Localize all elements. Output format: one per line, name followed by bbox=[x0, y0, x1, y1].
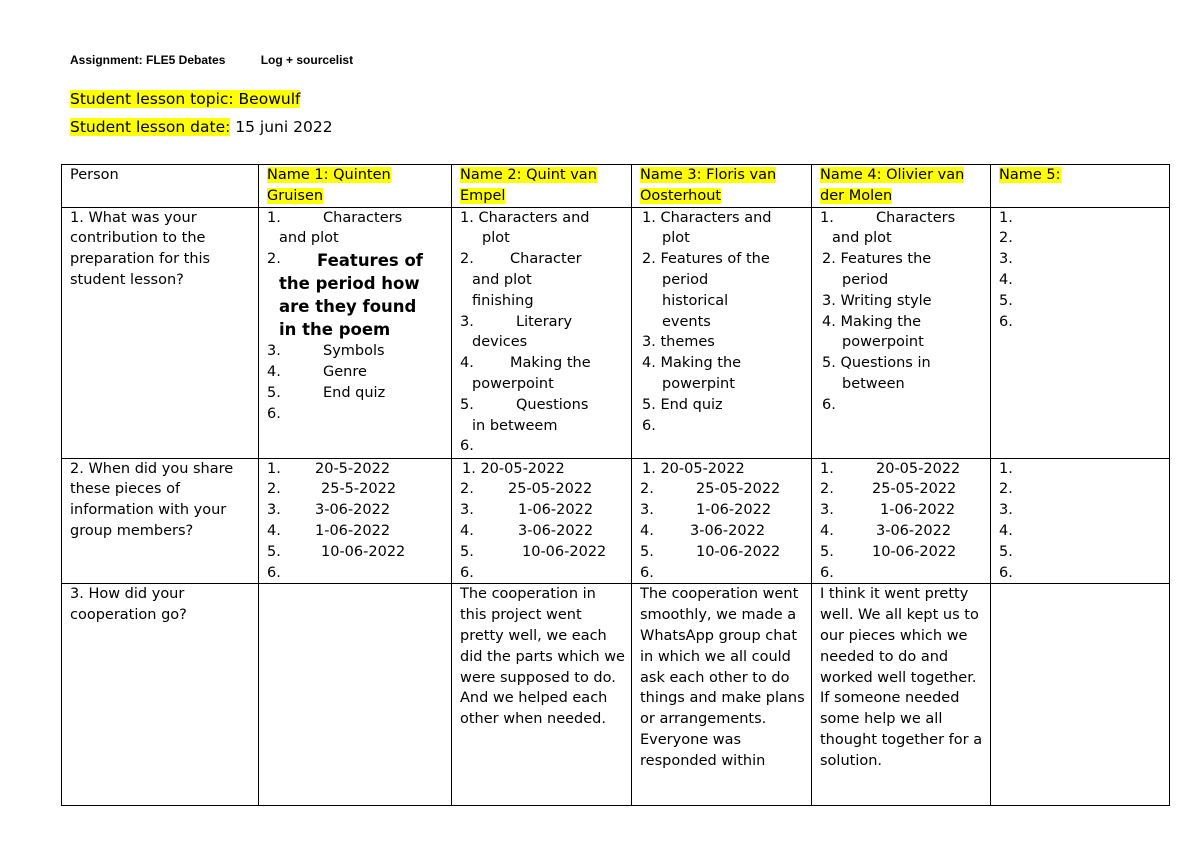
lesson-topic: Student lesson topic: Beowulf bbox=[70, 90, 301, 108]
question-cell: 3. How did your cooperation go? bbox=[62, 584, 259, 806]
cooperation-cell-name5 bbox=[991, 584, 1170, 806]
log-table bbox=[61, 164, 1170, 806]
question-cell: 1. What was your contribution to the preparation for this student lesson? bbox=[62, 207, 259, 458]
contribution-cell-name4: 1. Characters and plot 2. Features the period 3. Writing style 4. Making the powerpoint 5. Questions in between 6. bbox=[812, 207, 991, 458]
document-header bbox=[70, 53, 353, 67]
dates-cell-name3: 1. 20-05-2022 2. 25-05-2022 3. 1-06-2022 4. 3-06-2022 5. 10-06-2022 6. bbox=[632, 458, 812, 584]
table-row-cooperation bbox=[62, 584, 1170, 806]
log-title: Log + sourcelist bbox=[260, 53, 354, 67]
cooperation-cell-name2: The cooperation in this project went pretty well, we each did the parts which we were supposed to do. And we helped each other when needed. bbox=[452, 584, 632, 806]
table-header-row bbox=[62, 165, 1170, 208]
lesson-date-label: Student lesson date: bbox=[70, 118, 231, 136]
dates-cell-name4: 1. 20-05-2022 2. 25-05-2022 3. 1-06-2022 4. 3-06-2022 5. 10-06-2022 6. bbox=[812, 458, 991, 584]
cooperation-cell-name3: The cooperation went smoothly, we made a WhatsApp group chat in which we all could ask each other to do things and make plans or arrangements. Everyone was responded within bbox=[632, 584, 812, 806]
header-cell-name4: Name 4: Olivier van der Molen bbox=[812, 165, 991, 208]
header-cell-name2: Name 2: Quint van Empel bbox=[452, 165, 632, 208]
header-cell-name1: Name 1: Quinten Gruisen bbox=[259, 165, 452, 208]
contribution-cell-name2: 1. Characters and plot 2. Character and plot finishing 3. Literary devices 4. Making the powerpoint 5. Questions in betweem 6. bbox=[452, 207, 632, 458]
lesson-topic-line bbox=[70, 90, 300, 108]
lesson-date-value: 15 juni 2022 bbox=[230, 118, 333, 136]
cooperation-cell-name4: I think it went pretty well. We all kept us to our pieces which we needed to do and worked well together. If someone needed some help we all thought together for a solution. bbox=[812, 584, 991, 806]
contribution-cell-name1: 1. Characters and plot 2. Features of the period how are they found in the poem 3. Symbols 4. Genre 5. End quiz 6. bbox=[259, 207, 452, 458]
header-cell-person: Person bbox=[62, 165, 259, 208]
cooperation-cell-name1 bbox=[259, 584, 452, 806]
dates-cell-name2: 1. 20-05-2022 2. 25-05-2022 3. 1-06-2022 4. 3-06-2022 5. 10-06-2022 6. bbox=[452, 458, 632, 584]
question-cell: 2. When did you share these pieces of information with your group members? bbox=[62, 458, 259, 584]
contribution-cell-name3: 1. Characters and plot 2. Features of the period historical events 3. themes 4. Making the powerpint 5. End quiz 6. bbox=[632, 207, 812, 458]
contribution-cell-name5: 1. 2. 3. 4. 5. 6. bbox=[991, 207, 1170, 458]
header-cell-name5: Name 5: bbox=[991, 165, 1170, 208]
dates-cell-name1: 1. 20-5-2022 2. 25-5-2022 3. 3-06-2022 4. 1-06-2022 5. 10-06-2022 6. bbox=[259, 458, 452, 584]
table-row-contribution bbox=[62, 207, 1170, 458]
lesson-date-line bbox=[70, 118, 333, 136]
header-cell-name3: Name 3: Floris van Oosterhout bbox=[632, 165, 812, 208]
table-row-dates bbox=[62, 458, 1170, 584]
dates-cell-name5: 1. 2. 3. 4. 5. 6. bbox=[991, 458, 1170, 584]
assignment-title: Assignment: FLE5 Debates bbox=[70, 53, 226, 67]
